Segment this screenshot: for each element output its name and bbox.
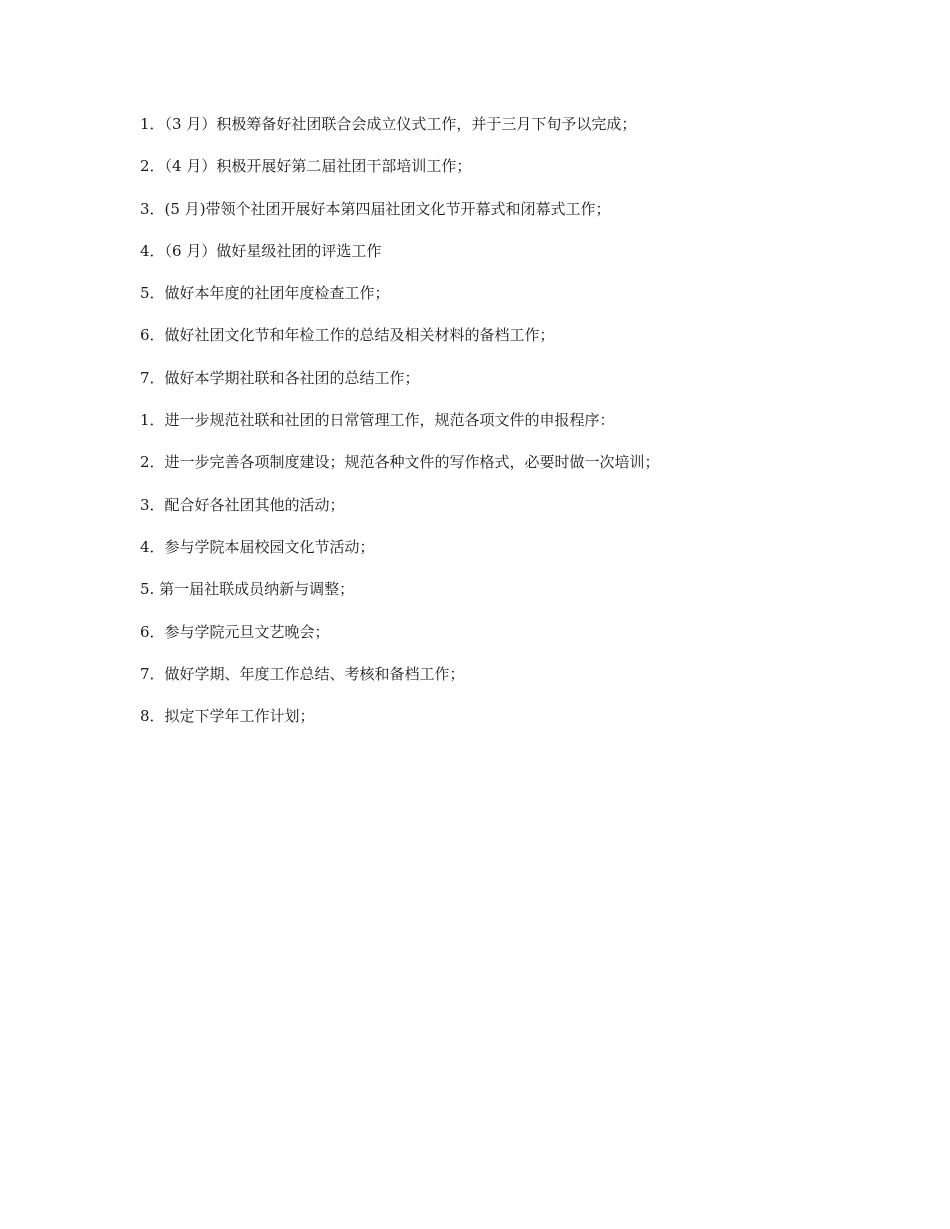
- list-item: 4．参与学院本届校园文化节活动；: [140, 537, 375, 556]
- list-item: 1．（3 月）积极筹备好社团联合会成立仪式工作，并于三月下旬予以完成；: [140, 115, 637, 133]
- list-item: 6．做好社团文化节和年检工作的总结及相关材料的备档工作；: [140, 326, 555, 345]
- list-item: 5. 第一届社联成员纳新与调整；: [140, 580, 355, 599]
- list-item: 3．配合好各社团其他的活动；: [140, 495, 345, 514]
- list-item: 1．进一步规范社联和社团的日常管理工作，规范各项文件的申报程序：: [140, 411, 615, 430]
- list-item: 4．（6 月）做好星级社团的评选工作: [140, 241, 382, 260]
- list-item: 2．（4 月）积极开展好第二届社团干部培训工作；: [140, 157, 472, 176]
- work-plan-list: [140, 112, 900, 746]
- list-item: 6．参与学院元旦文艺晚会；: [140, 622, 330, 641]
- list-item: 5．做好本年度的社团年度检查工作；: [140, 284, 390, 303]
- list-item: 7．做好学期、年度工作总结、考核和备档工作；: [140, 664, 465, 683]
- list-item: 7．做好本学期社联和各社团的总结工作；: [140, 368, 420, 387]
- list-item: 8．拟定下学年工作计划；: [140, 707, 315, 726]
- list-item: 3．(5 月)带领个社团开展好本第四届社团文化节开幕式和闭幕式工作；: [140, 199, 611, 218]
- list-item: 2．进一步完善各项制度建设；规范各种文件的写作格式，必要时做一次培训；: [140, 453, 660, 472]
